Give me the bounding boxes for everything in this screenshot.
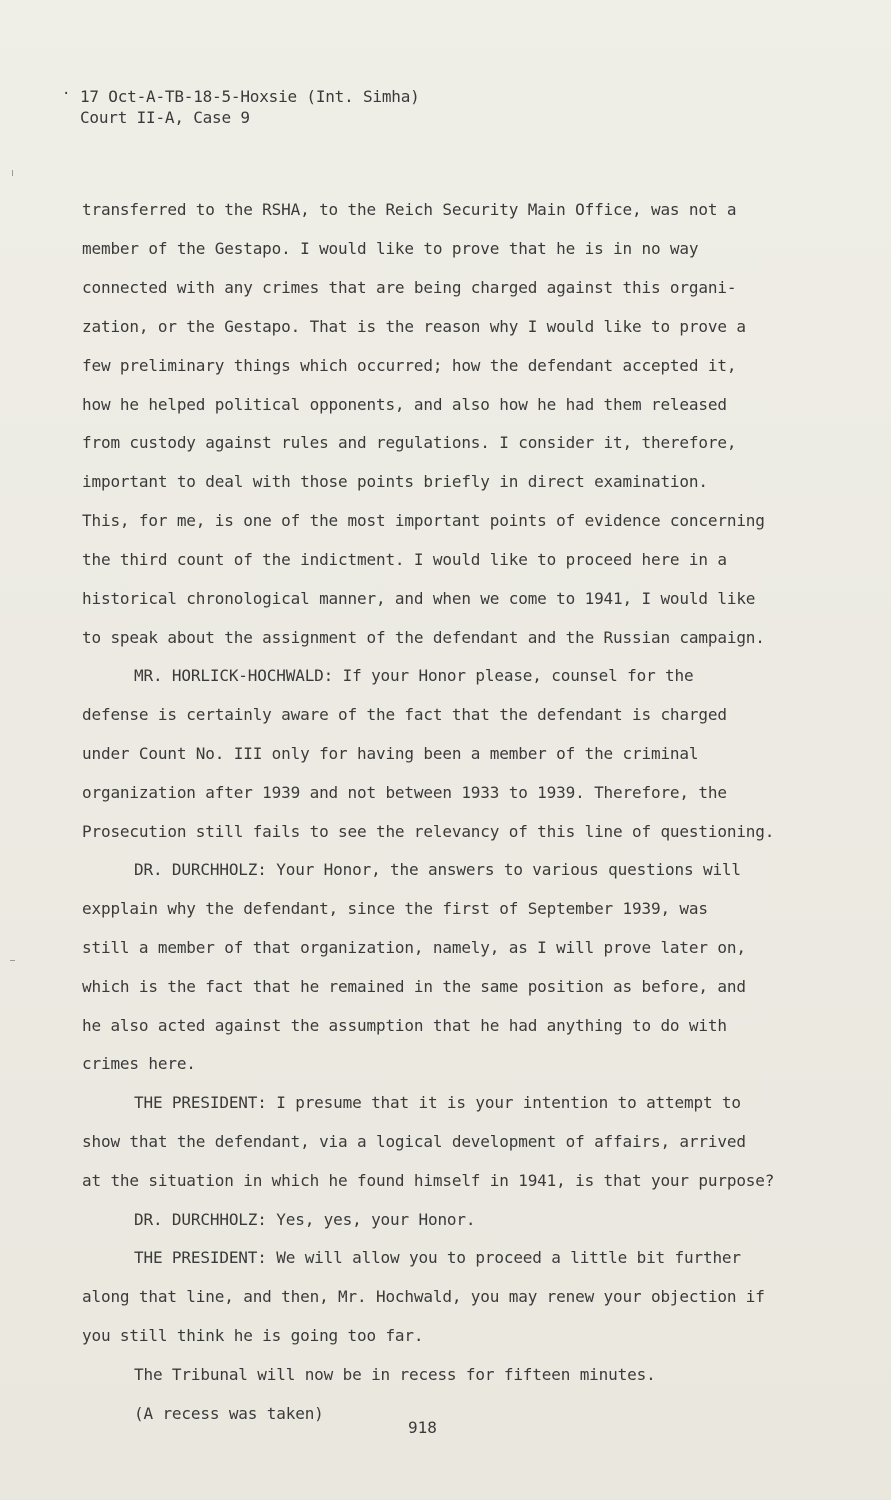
- document-header: [80, 86, 420, 128]
- text-line: he also acted against the assumption that he had anything to do with: [82, 1016, 727, 1035]
- stage-direction: (A recess was taken): [134, 1404, 324, 1423]
- text-line: how he helped political opponents, and also how he had them released: [82, 395, 727, 414]
- text-line: few preliminary things which occurred; how the defendant accepted it,: [82, 356, 737, 375]
- text-line: This, for me, is one of the most important points of evidence concerning: [82, 511, 765, 530]
- text-line: Prosecution still fails to see the relevancy of this line of questioning.: [82, 822, 775, 841]
- text-line: The Tribunal will now be in recess for fifteen minutes.: [134, 1365, 656, 1384]
- text-line: organization after 1939 and not between 1933 to 1939. Therefore, the: [82, 783, 727, 802]
- text-line: expplain why the defendant, since the first of September 1939, was: [82, 899, 708, 918]
- text-line: still a member of that organization, namely, as I will prove later on,: [82, 938, 746, 957]
- text-line: at the situation in which he found himself in 1941, is that your purpose?: [82, 1171, 775, 1190]
- speaker-line-defense: DR. DURCHHOLZ: Yes, yes, your Honor.: [134, 1210, 476, 1229]
- speaker-line-president: THE PRESIDENT: I presume that it is your intention to attempt to: [134, 1093, 741, 1112]
- text-line: member of the Gestapo. I would like to prove that he is in no way: [82, 239, 699, 258]
- text-line: which is the fact that he remained in the same position as before, and: [82, 977, 746, 996]
- text-line: historical chronological manner, and when we come to 1941, I would like: [82, 589, 756, 608]
- text-line: defense is certainly aware of the fact that the defendant is charged: [82, 705, 727, 724]
- text-line: show that the defendant, via a logical development of affairs, arrived: [82, 1132, 746, 1151]
- text-line: you still think he is going too far.: [82, 1326, 424, 1345]
- text-line: to speak about the assignment of the defendant and the Russian campaign.: [82, 628, 765, 647]
- margin-tick: [12, 170, 13, 176]
- speaker-line-president: THE PRESIDENT: We will allow you to proceed a little bit further: [134, 1248, 741, 1267]
- text-line: the third count of the indictment. I would like to proceed here in a: [82, 550, 727, 569]
- text-line: transferred to the RSHA, to the Reich Security Main Office, was not a: [82, 200, 737, 219]
- speaker-line-defense: DR. DURCHHOLZ: Your Honor, the answers to various questions will: [134, 860, 741, 879]
- text-line: from custody against rules and regulations. I consider it, therefore,: [82, 433, 737, 452]
- text-line: crimes here.: [82, 1054, 196, 1073]
- text-line: under Count No. III only for having been a member of the criminal: [82, 744, 699, 763]
- text-line: along that line, and then, Mr. Hochwald, you may renew your objection if: [82, 1287, 765, 1306]
- margin-dot: ·: [62, 86, 71, 102]
- text-line: important to deal with those points briefly in direct examination.: [82, 472, 708, 491]
- page-number: 918: [408, 1418, 437, 1437]
- header-reference: 17 Oct-A-TB-18-5-Hoxsie (Int. Simha): [80, 87, 420, 106]
- margin-tick: [10, 960, 15, 961]
- speaker-line-prosecution: MR. HORLICK-HOCHWALD: If your Honor please, counsel for the: [134, 666, 694, 685]
- header-court-case: Court II-A, Case 9: [80, 108, 250, 127]
- text-line: zation, or the Gestapo. That is the reason why I would like to prove a: [82, 317, 746, 336]
- text-line: connected with any crimes that are being charged against this organi-: [82, 278, 737, 297]
